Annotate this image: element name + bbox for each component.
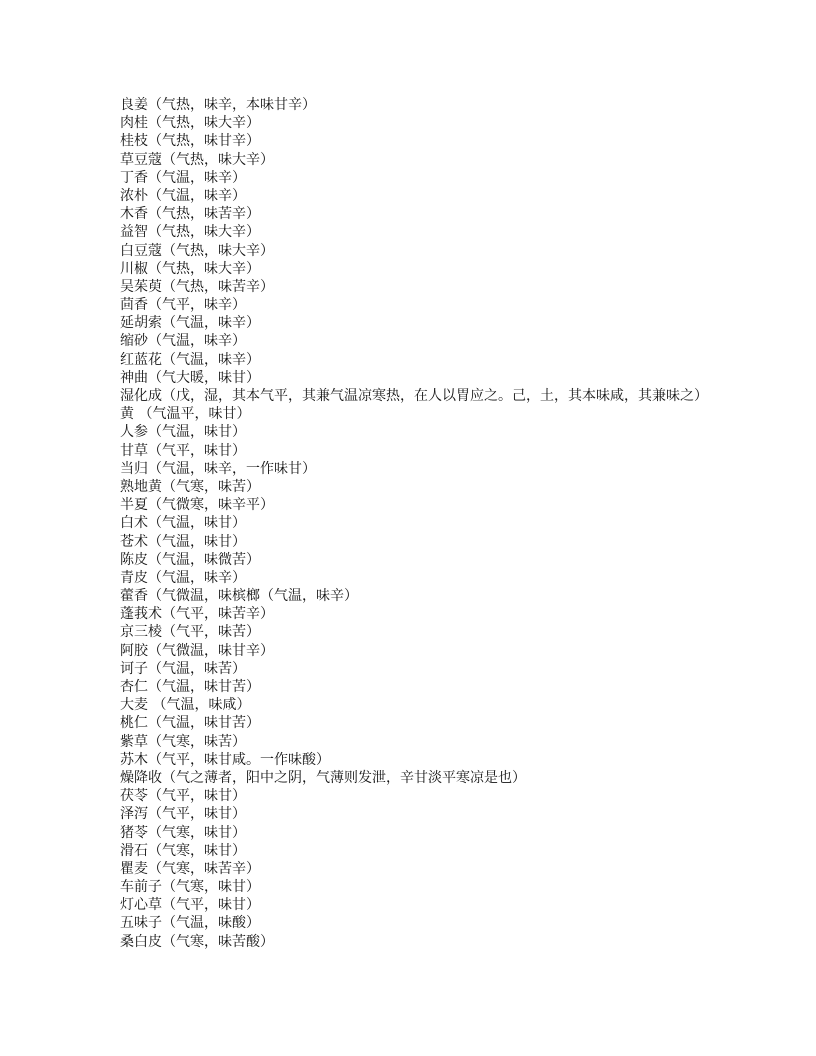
herb-entry: 车前子（气寒，味甘） [120, 879, 260, 896]
herb-entry: 燥降收（气之薄者，阳中之阴，气薄则发泄，辛甘淡平寒凉是也） [120, 769, 526, 786]
herb-entry: 苍术（气温，味甘） [120, 533, 246, 550]
herb-entry: 蓬莪术（气平，味苦辛） [120, 606, 274, 623]
herb-entry: 泽泻（气平，味甘） [120, 806, 246, 823]
herb-entry: 益智（气热，味大辛） [120, 224, 260, 241]
herb-entry: 茴香（气平，味辛） [120, 297, 246, 314]
herb-entry: 半夏（气微寒，味辛平） [120, 497, 274, 514]
herb-entry: 紫草（气寒，味苦） [120, 733, 246, 750]
herb-entry: 滑石（气寒，味甘） [120, 842, 246, 859]
herb-entry: 茯苓（气平，味甘） [120, 788, 246, 805]
herb-entry: 杏仁（气温，味甘苦） [120, 679, 260, 695]
herb-entry: 诃子（气温，味苦） [120, 660, 246, 677]
herb-entry: 神曲（气大暖，味甘） [120, 369, 260, 386]
herb-entry: 熟地黄（气寒，味苦） [120, 478, 260, 495]
herb-entry: 阿胶（气微温，味甘辛） [120, 642, 274, 659]
herb-entry: 丁香（气温，味辛） [120, 169, 246, 186]
herb-entry: 白豆蔻（气热，味大辛） [120, 242, 274, 259]
herb-list [120, 96, 760, 951]
herb-entry: 藿香（气微温，味槟榔（气温，味辛） [120, 588, 358, 605]
herb-entry: 苏木（气平，味甘咸。一作味酸） [120, 751, 330, 768]
herb-entry: 人参（气温，味甘） [120, 424, 246, 441]
herb-entry: 桃仁（气温，味甘苦） [120, 715, 260, 732]
herb-entry: 陈皮（气温，味微苦） [120, 551, 260, 568]
herb-entry: 甘草（气平，味甘） [120, 442, 246, 459]
herb-entry: 延胡索（气温，味辛） [120, 315, 260, 332]
herb-entry: 桑白皮（气寒，味苦酸） [120, 933, 274, 950]
herb-entry: 川椒（气热，味大辛） [120, 260, 260, 277]
herb-entry: 肉桂（气热，味大辛） [120, 115, 260, 132]
herb-entry: 灯心草（气平，味甘） [120, 897, 260, 914]
herb-entry: 湿化成（戊，湿，其本气平，其兼气温凉寒热，在人以胃应之。己，土，其本味咸，其兼味之） [120, 388, 708, 404]
herb-entry: 草豆蔻（气热，味大辛） [120, 151, 274, 168]
document-page [120, 96, 760, 951]
herb-entry: 大麦 （气温，味咸） [120, 697, 251, 714]
herb-entry: 缩砂（气温，味辛） [120, 333, 246, 350]
herb-entry: 白术（气温，味甘） [120, 515, 246, 532]
herb-entry: 京三棱（气平，味苦） [120, 624, 260, 641]
herb-entry: 良姜（气热，味辛，本味甘辛） [120, 97, 316, 113]
herb-entry: 瞿麦（气寒，味苦辛） [120, 860, 260, 877]
herb-entry: 当归（气温，味辛，一作味甘） [120, 460, 316, 477]
herb-entry: 桂枝（气热，味甘辛） [120, 133, 260, 150]
herb-entry: 青皮（气温，味辛） [120, 569, 246, 586]
herb-entry: 吴茱萸（气热，味苦辛） [120, 278, 274, 295]
herb-entry: 猪苓（气寒，味甘） [120, 824, 246, 841]
herb-entry: 木香（气热，味苦辛） [120, 206, 260, 223]
herb-entry: 五味子（气温，味酸） [120, 915, 260, 932]
herb-entry: 黄 （气温平，味甘） [120, 406, 251, 423]
herb-entry: 浓朴（气温，味辛） [120, 187, 246, 204]
herb-entry: 红蓝花（气温，味辛） [120, 351, 260, 368]
